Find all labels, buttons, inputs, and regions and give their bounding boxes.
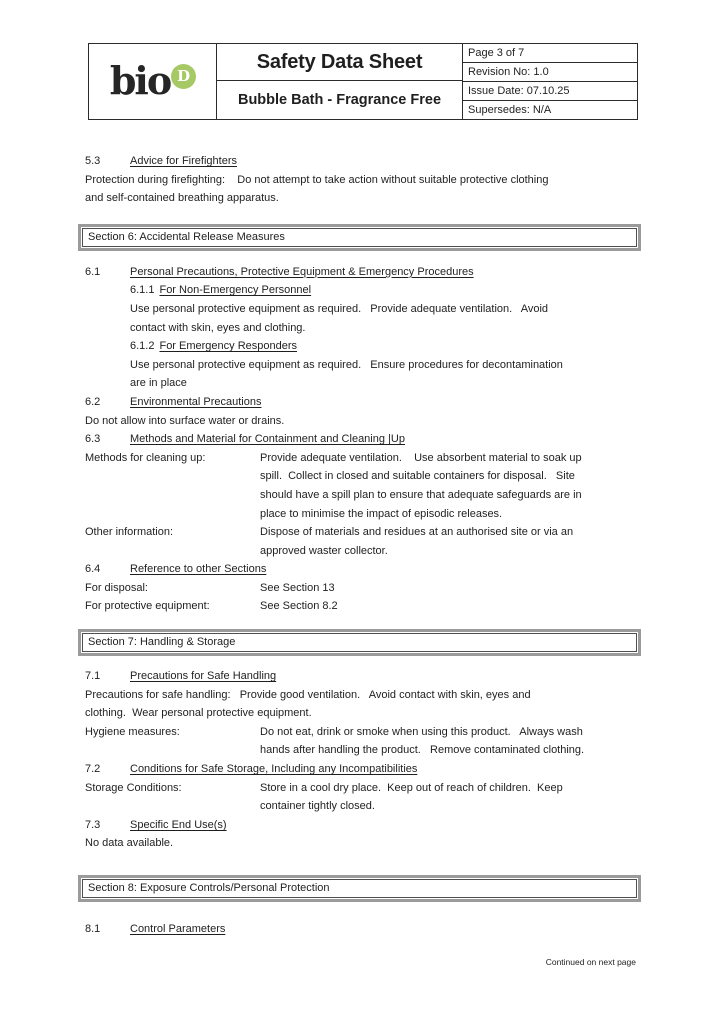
field-hygiene-measures (85, 723, 638, 760)
value-line: spill. Collect in closed and suitable containers for disposal. Site (260, 470, 575, 483)
section-8-header: Section 8: Exposure Controls/Personal Protection (82, 879, 637, 898)
heading-7-3 (85, 816, 638, 835)
heading-number: 6.3 (85, 433, 101, 446)
heading-title: Environmental Precautions (130, 395, 262, 408)
paragraph-line: and self-contained breathing apparatus. (85, 192, 279, 205)
heading-number: 6.4 (85, 563, 101, 576)
heading-title: Precautions for Safe Handling (130, 670, 277, 683)
logo-d-badge-icon: D (171, 64, 196, 89)
heading-6-3 (85, 430, 638, 449)
value-line: hands after handling the product. Remove contaminated clothing. (260, 744, 585, 757)
paragraph-line: Precautions for safe handling: Provide good ventilation. Avoid contact with skin, eyes and (85, 688, 531, 701)
section-8-header-box (78, 875, 641, 902)
heading-number: 6.2 (85, 395, 101, 408)
value-line: Dispose of materials and residues at an authorised site or via an (260, 526, 574, 539)
heading-6-1-1 (130, 281, 638, 300)
heading-title: Personal Precautions, Protective Equipment & Emergency Procedures (130, 265, 474, 278)
heading-number: 7.2 (85, 763, 101, 776)
heading-title: Methods and Material for Containment and Cleaning |Up (130, 433, 405, 446)
heading-6-1-2 (130, 337, 638, 356)
logo-wordmark (109, 57, 195, 103)
product-name: Bubble Bath - Fragrance Free (237, 92, 442, 108)
heading-number: 6.1.1 (130, 284, 155, 297)
paragraph-line: clothing. Wear personal protective equipment. (85, 707, 312, 720)
heading-title: For Non-Emergency Personnel (159, 284, 312, 297)
heading-5-3 (85, 152, 638, 171)
field-methods-for-cleaning-up (85, 449, 638, 523)
heading-number: 8.1 (85, 923, 101, 935)
heading-number: 5.3 (85, 155, 101, 167)
field-for-protective-equipment (85, 597, 638, 616)
header-meta-cell (463, 44, 637, 119)
paragraph-line: contact with skin, eyes and clothing. (130, 321, 306, 334)
value-line: Provide adequate ventilation. Use absorbent material to soak up (260, 451, 582, 464)
field-label: Methods for cleaning up: (85, 451, 206, 464)
field-other-information (85, 523, 638, 560)
document-title: Safety Data Sheet (217, 44, 462, 81)
paragraph-line: No data available. (85, 837, 174, 850)
heading-title: Control Parameters (130, 923, 226, 935)
heading-number: 7.1 (85, 670, 101, 683)
revision-number: Revision No: 1.0 (463, 63, 637, 82)
paragraph-line: Use personal protective equipment as required. Provide adequate ventilation. Avoid (130, 302, 549, 315)
paragraph-line: Use personal protective equipment as required. Ensure procedures for decontamination (130, 358, 563, 371)
heading-6-2 (85, 393, 638, 412)
value-line: Store in a cool dry place. Keep out of reach of children. Keep (260, 781, 563, 794)
field-for-disposal (85, 579, 638, 598)
heading-number: 6.1.2 (130, 340, 155, 353)
value-line: should have a spill plan to ensure that adequate safeguards are in (260, 488, 582, 501)
heading-title: Conditions for Safe Storage, Including any Incompatibilities (130, 763, 418, 776)
field-label: For protective equipment: (85, 600, 210, 613)
field-value: See Section 13 (260, 581, 335, 594)
page-number: Page 3 of 7 (463, 44, 637, 63)
heading-6-1 (85, 263, 638, 282)
heading-7-1 (85, 667, 638, 686)
value-line: Do not eat, drink or smoke when using this product. Always wash (260, 725, 583, 738)
field-label: Hygiene measures: (85, 725, 180, 738)
section-6-header-box (78, 224, 641, 251)
paragraph-line: Do not allow into surface water or drains. (85, 414, 285, 427)
section-6-header: Section 6: Accidental Release Measures (82, 228, 637, 247)
field-value (260, 723, 638, 760)
issue-date: Issue Date: 07.10.25 (463, 82, 637, 101)
heading-title: Specific End Use(s) (130, 818, 227, 831)
continued-note: Continued on next page (545, 956, 636, 967)
field-value (260, 449, 638, 523)
paragraph-line: are in place (130, 377, 187, 390)
heading-title: Reference to other Sections (130, 563, 267, 576)
heading-title: Advice for Firefighters (130, 155, 237, 167)
field-label: Storage Conditions: (85, 781, 182, 794)
logo-text: bio (109, 57, 171, 103)
field-value (260, 523, 638, 560)
field-label: Other information: (85, 526, 174, 539)
value-line: place to minimise the impact of episodic releases. (260, 507, 503, 520)
heading-7-2 (85, 760, 638, 779)
heading-number: 7.3 (85, 818, 101, 831)
heading-6-4 (85, 560, 638, 579)
value-line: approved waster collector. (260, 544, 388, 557)
paragraph-line: Protection during firefighting: Do not attempt to take action without suitable protective clothing (85, 173, 549, 186)
header-table (88, 43, 638, 120)
field-value (260, 779, 638, 816)
header-title-cell (217, 44, 463, 119)
field-storage-conditions (85, 779, 638, 816)
company-logo (89, 44, 217, 119)
value-line: container tightly closed. (260, 800, 375, 813)
document-body (85, 152, 638, 968)
heading-title: For Emergency Responders (159, 340, 298, 353)
section-7-header: Section 7: Handling & Storage (82, 633, 637, 652)
heading-8-1 (85, 920, 638, 939)
heading-number: 6.1 (85, 265, 101, 278)
supersedes: Supersedes: N/A (468, 104, 552, 116)
field-label: For disposal: (85, 581, 148, 594)
section-7-header-box (78, 629, 641, 656)
field-value: See Section 8.2 (260, 600, 338, 613)
